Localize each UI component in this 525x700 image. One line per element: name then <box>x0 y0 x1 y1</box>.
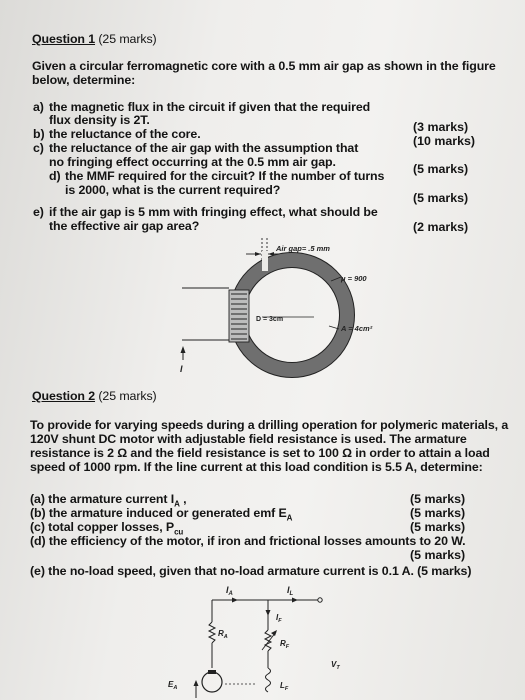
air-gap-label: Air gap= .5 mm <box>276 244 330 253</box>
area-label: A = 4cm² <box>341 324 373 333</box>
q2-para-1: To provide for varying speeds during a drilling operation for polymeric materials, a <box>30 418 509 432</box>
q2-item-a: (a) the armature current $I_A$ , <box>30 492 187 509</box>
q1-c-line1: the reluctance of the air gap with the assumption that <box>49 141 359 155</box>
q2-item-b-marks: (5 marks) <box>410 506 466 520</box>
q2-para-4: speed of 1000 rpm. If the line current at this load condition is 5.5 A, determine: <box>30 460 483 474</box>
q2-item-a-marks: (5 marks) <box>410 492 466 506</box>
q1-a-label: a) <box>33 100 44 114</box>
q1-b-marks: (10 marks) <box>413 134 475 148</box>
q1-c-marks: (5 marks) <box>413 162 469 176</box>
q1-b-line1: the reluctance of the core. <box>49 127 201 141</box>
q1-d-marks: (5 marks) <box>413 191 469 205</box>
ea-label: $E_A$ <box>168 680 178 691</box>
q1-d-line1: the MMF required for the circuit? If the number of turns <box>65 169 385 183</box>
q1-d-label: d) <box>49 169 61 183</box>
q1-c-line2: no fringing effect occurring at the 0.5 mm air gap. <box>49 155 336 169</box>
q1-marks: (25 marks) <box>98 32 157 46</box>
q2-item-d-marks: (5 marks) <box>410 548 466 562</box>
ra-label: $R_A$ <box>218 629 228 640</box>
q1-e-line1: if the air gap is 5 mm with fringing effect, what should be <box>49 205 378 219</box>
q1-e-label: e) <box>33 205 44 219</box>
q2-item-b: (b) the armature induced or generated emf $E_A$ <box>30 506 293 523</box>
q1-intro-1: Given a circular ferromagnetic core with a 0.5 mm air gap as shown in the figure <box>32 59 496 73</box>
q1-c-label: c) <box>33 141 44 155</box>
q2-para-2: 120V shunt DC motor with adjustable field resistance is used. The armature <box>30 432 467 446</box>
q2-item-e: (e) the no-load speed, given that no-load armature current is 0.1 A. (5 marks) <box>30 564 472 578</box>
q1-d-line2: is 2000, what is the current required? <box>65 183 281 197</box>
il-label: $I_L$ <box>287 585 294 597</box>
q1-e-line2: the effective air gap area? <box>49 219 200 233</box>
permeability-label: μ = 900 <box>341 274 367 283</box>
q1-a-marks: (3 marks) <box>413 120 469 134</box>
q2-item-d: (d) the efficiency of the motor, if iron and frictional losses amounts to 20 W. <box>30 534 466 548</box>
vt-label: $V_T$ <box>331 660 340 671</box>
q2-marks: (25 marks) <box>98 389 157 403</box>
q1-heading: Question 1 <box>32 32 96 46</box>
diameter-label: D = 3cm <box>256 316 284 323</box>
q1-b-label: b) <box>33 127 45 141</box>
q1-e-marks: (2 marks) <box>413 220 469 234</box>
q1-a-line2: flux density is 2T. <box>49 113 150 127</box>
q1-a-line1: the magnetic flux in the circuit if given that the required <box>49 100 371 114</box>
q2-heading: Question 2 <box>32 389 96 403</box>
if-label: $I_F$ <box>276 613 282 624</box>
q2-item-c-marks: (5 marks) <box>410 520 466 534</box>
q2-item-c: (c) total copper losses, $P_{cu}$ <box>30 520 184 537</box>
current-label: I <box>180 364 183 374</box>
q2-para-3: resistance is 2 Ω and the field resistance is set to 100 Ω in order to attain a load <box>30 446 490 460</box>
q1-intro-2: below, determine: <box>32 73 136 87</box>
ia-label: $I_A$ <box>226 585 233 597</box>
rf-label: $R_F$ <box>280 639 290 650</box>
lf-label: $L_F$ <box>280 681 289 692</box>
